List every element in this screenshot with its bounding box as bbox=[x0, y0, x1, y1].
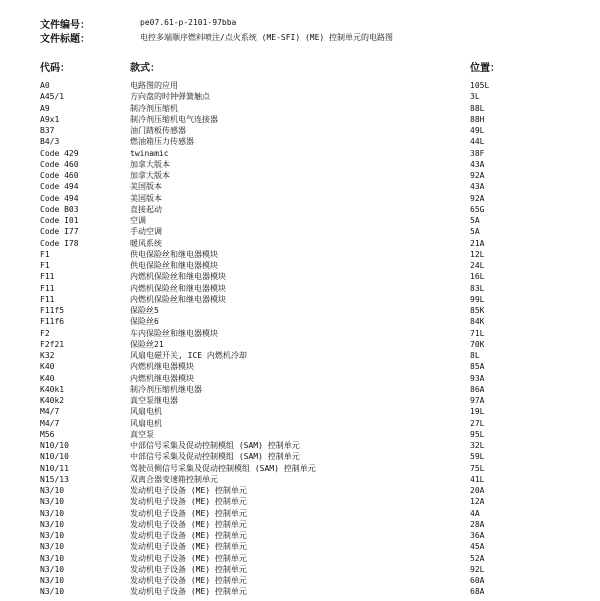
row-description: 车内保险丝和继电器模块 bbox=[130, 328, 218, 338]
row-position: 12A bbox=[470, 497, 485, 507]
table-row bbox=[0, 406, 600, 417]
row-description: 发动机电子设备 (ME) 控制单元 bbox=[130, 587, 247, 597]
row-position: 92A bbox=[470, 171, 485, 180]
row-position: 83L bbox=[470, 283, 485, 293]
table-row bbox=[0, 103, 600, 114]
row-description: twinamic bbox=[130, 148, 169, 158]
row-description: 美国版本 bbox=[130, 182, 162, 192]
row-position: 99L bbox=[470, 294, 485, 304]
row-code: K40 bbox=[40, 373, 55, 383]
row-position: 85A bbox=[470, 362, 485, 372]
row-position: 8L bbox=[470, 351, 480, 360]
row-position: 38F bbox=[470, 148, 485, 158]
row-description: 中部信号采集及促动控制模组 (SAM) 控制单元 bbox=[130, 452, 300, 462]
row-code: M4/7 bbox=[40, 407, 60, 417]
row-code: N10/11 bbox=[40, 463, 69, 473]
table-row bbox=[0, 451, 600, 462]
row-code: F11 bbox=[40, 294, 55, 304]
row-description: 保险丝6 bbox=[130, 317, 159, 327]
table-row bbox=[0, 316, 600, 327]
row-code: Code 494 bbox=[40, 193, 79, 203]
row-code: A0 bbox=[40, 81, 50, 90]
row-code: Code I77 bbox=[40, 227, 79, 237]
row-position: 43A bbox=[470, 159, 485, 169]
doc-number-value: pe07.61-p-2101-97bba bbox=[140, 18, 237, 27]
table-row bbox=[0, 305, 600, 316]
row-description: 发动机电子设备 (ME) 控制单元 bbox=[130, 497, 247, 507]
table-row bbox=[0, 204, 600, 215]
row-description: 发动机电子设备 (ME) 控制单元 bbox=[130, 531, 247, 540]
row-position: 88H bbox=[470, 114, 485, 124]
table-row bbox=[0, 361, 600, 372]
row-description: 发动机电子设备 (ME) 控制单元 bbox=[130, 519, 247, 529]
row-description: 发动机电子设备 (ME) 控制单元 bbox=[130, 542, 247, 552]
row-position: 52A bbox=[470, 553, 485, 563]
column-header-code: 代码： bbox=[40, 63, 70, 74]
table-row bbox=[0, 136, 600, 147]
row-description: 真空泵 bbox=[130, 429, 154, 439]
row-code: N3/10 bbox=[40, 587, 65, 597]
row-code: B4/3 bbox=[40, 137, 60, 147]
row-description: 风扇电机 bbox=[130, 407, 162, 417]
row-position: 60A bbox=[470, 576, 485, 585]
doc-title-label: 文件标题： bbox=[40, 34, 90, 45]
table-row bbox=[0, 474, 600, 485]
row-position: 20A bbox=[470, 486, 485, 495]
table-row bbox=[0, 249, 600, 260]
row-position: 4A bbox=[470, 508, 480, 518]
row-description: 驾驶员侧信号采集及促动控制模组 (SAM) 控制单元 bbox=[130, 463, 316, 473]
row-code: K40 bbox=[40, 362, 55, 372]
row-code: F2f21 bbox=[40, 339, 65, 349]
table-row bbox=[0, 238, 600, 249]
row-code: N3/10 bbox=[40, 508, 65, 518]
row-code: K32 bbox=[40, 351, 55, 360]
row-code: N3/10 bbox=[40, 576, 65, 585]
row-position: 32L bbox=[470, 441, 485, 450]
table-row bbox=[0, 80, 600, 91]
table-row bbox=[0, 418, 600, 429]
row-code: F11f6 bbox=[40, 317, 65, 327]
row-position: 12L bbox=[470, 249, 485, 259]
table-row bbox=[0, 564, 600, 575]
table-row bbox=[0, 170, 600, 181]
row-code: Code 429 bbox=[40, 148, 79, 158]
row-description: 暖风系统 bbox=[130, 238, 162, 248]
row-position: 24L bbox=[470, 261, 485, 270]
row-position: 93A bbox=[470, 373, 485, 383]
row-description: 制冷剂压缩机电气连接器 bbox=[130, 114, 218, 124]
row-code: N10/10 bbox=[40, 452, 69, 462]
row-code: F11 bbox=[40, 272, 55, 282]
row-code: N3/10 bbox=[40, 497, 65, 507]
row-position: 85K bbox=[470, 306, 485, 315]
row-description: 直接起动 bbox=[130, 204, 162, 214]
row-code: F2 bbox=[40, 328, 50, 338]
row-description: 双离合器变速箱控制单元 bbox=[130, 474, 218, 484]
row-position: 70K bbox=[470, 339, 485, 349]
row-code: F11f5 bbox=[40, 306, 65, 315]
row-description: 中部信号采集及促动控制模组 (SAM) 控制单元 bbox=[130, 441, 300, 450]
table-row bbox=[0, 586, 600, 597]
row-code: F1 bbox=[40, 249, 50, 259]
table-row bbox=[0, 496, 600, 507]
row-position: 71L bbox=[470, 328, 485, 338]
table-row bbox=[0, 91, 600, 102]
row-description: 燃油箱压力传感器 bbox=[130, 137, 194, 147]
table-row bbox=[0, 384, 600, 395]
row-code: N3/10 bbox=[40, 486, 65, 495]
row-description: 制冷剂压缩机继电器 bbox=[130, 384, 202, 394]
table-row bbox=[0, 294, 600, 305]
row-position: 59L bbox=[470, 452, 485, 462]
row-description: 内燃机保险丝和继电器模块 bbox=[130, 272, 226, 282]
row-description: 美国版本 bbox=[130, 193, 162, 203]
row-code: N10/10 bbox=[40, 441, 69, 450]
table-row bbox=[0, 193, 600, 204]
row-description: 风扇电机 bbox=[130, 418, 162, 428]
table-row bbox=[0, 429, 600, 440]
table-row bbox=[0, 226, 600, 237]
table-row bbox=[0, 114, 600, 125]
row-description: 风扇电磁开关, ICE 内燃机冷却 bbox=[130, 351, 247, 360]
row-position: 92A bbox=[470, 193, 485, 203]
row-position: 41L bbox=[470, 474, 485, 484]
table-row bbox=[0, 159, 600, 170]
row-description: 保险丝5 bbox=[130, 306, 159, 315]
row-code: N15/13 bbox=[40, 474, 69, 484]
table-row bbox=[0, 339, 600, 350]
row-position: 49L bbox=[470, 126, 485, 135]
table-row bbox=[0, 148, 600, 159]
row-position: 68A bbox=[470, 587, 485, 597]
row-code: K40k2 bbox=[40, 396, 65, 405]
row-description: 加拿大版本 bbox=[130, 159, 170, 169]
row-description: 制冷剂压缩机 bbox=[130, 103, 178, 113]
row-position: 88L bbox=[470, 103, 485, 113]
row-position: 21A bbox=[470, 238, 485, 248]
row-code: K40k1 bbox=[40, 384, 65, 394]
row-position: 27L bbox=[470, 418, 485, 428]
table-row bbox=[0, 440, 600, 451]
row-description: 内燃机保险丝和继电器模块 bbox=[130, 283, 226, 293]
row-description: 电路图的应用 bbox=[130, 81, 178, 90]
row-position: 3L bbox=[470, 92, 480, 102]
row-description: 内燃机继电器模块 bbox=[130, 362, 194, 372]
column-header-desc: 款式： bbox=[130, 63, 160, 74]
row-code: M4/7 bbox=[40, 418, 60, 428]
row-code: Code I78 bbox=[40, 238, 79, 248]
row-position: 36A bbox=[470, 531, 485, 540]
row-code: N3/10 bbox=[40, 564, 65, 574]
row-position: 43A bbox=[470, 182, 485, 192]
table-row bbox=[0, 519, 600, 530]
row-position: 92L bbox=[470, 564, 485, 574]
row-description: 发动机电子设备 (ME) 控制单元 bbox=[130, 553, 247, 563]
row-description: 油门踏板传感器 bbox=[130, 126, 186, 135]
row-position: 84K bbox=[470, 317, 485, 327]
doc-number-label: 文件编号： bbox=[40, 20, 90, 31]
row-description: 方向盘的时钟弹簧触点 bbox=[130, 92, 210, 102]
row-code: F11 bbox=[40, 283, 55, 293]
row-code: N3/10 bbox=[40, 553, 65, 563]
table-row bbox=[0, 215, 600, 226]
row-position: 44L bbox=[470, 137, 485, 147]
row-code: Code 460 bbox=[40, 171, 79, 180]
table-row bbox=[0, 181, 600, 192]
row-position: 97A bbox=[470, 396, 485, 405]
row-code: F1 bbox=[40, 261, 50, 270]
row-description: 发动机电子设备 (ME) 控制单元 bbox=[130, 508, 247, 518]
row-code: A45/1 bbox=[40, 92, 65, 102]
row-code: N3/10 bbox=[40, 519, 65, 529]
row-description: 保险丝21 bbox=[130, 339, 164, 349]
row-description: 内燃机继电器模块 bbox=[130, 373, 194, 383]
row-code: N3/10 bbox=[40, 542, 65, 552]
row-code: B37 bbox=[40, 126, 55, 135]
table-row bbox=[0, 553, 600, 564]
table-row bbox=[0, 350, 600, 361]
table-row bbox=[0, 508, 600, 519]
code-table bbox=[0, 80, 600, 598]
row-description: 真空泵继电器 bbox=[130, 396, 178, 405]
table-row bbox=[0, 395, 600, 406]
row-description: 加拿大版本 bbox=[130, 171, 170, 180]
row-position: 86A bbox=[470, 384, 485, 394]
table-row bbox=[0, 283, 600, 294]
table-row bbox=[0, 530, 600, 541]
table-row bbox=[0, 271, 600, 282]
row-code: N3/10 bbox=[40, 531, 65, 540]
row-position: 75L bbox=[470, 463, 485, 473]
row-position: 16L bbox=[470, 272, 485, 282]
table-row bbox=[0, 328, 600, 339]
row-code: Code 460 bbox=[40, 159, 79, 169]
row-code: Code 494 bbox=[40, 182, 79, 192]
row-position: 95L bbox=[470, 429, 485, 439]
row-position: 65G bbox=[470, 204, 485, 214]
row-position: 45A bbox=[470, 542, 485, 552]
row-code: A9 bbox=[40, 103, 50, 113]
row-description: 供电保险丝和继电器模块 bbox=[130, 261, 218, 270]
table-row bbox=[0, 463, 600, 474]
table-row bbox=[0, 125, 600, 136]
row-code: Code I01 bbox=[40, 216, 79, 225]
doc-title-value: 电控多端顺序燃料喷注/点火系统 (ME-SFI) (ME) 控制单元的电路图 bbox=[140, 33, 394, 42]
row-code: M56 bbox=[40, 429, 55, 439]
table-row bbox=[0, 260, 600, 271]
row-code: A9x1 bbox=[40, 114, 60, 124]
row-description: 手动空调 bbox=[130, 227, 162, 237]
row-description: 内燃机保险丝和继电器模块 bbox=[130, 294, 226, 304]
table-row bbox=[0, 541, 600, 552]
row-description: 发动机电子设备 (ME) 控制单元 bbox=[130, 486, 247, 495]
row-position: 28A bbox=[470, 519, 485, 529]
table-row bbox=[0, 485, 600, 496]
table-row bbox=[0, 373, 600, 384]
row-description: 发动机电子设备 (ME) 控制单元 bbox=[130, 576, 247, 585]
row-description: 发动机电子设备 (ME) 控制单元 bbox=[130, 564, 247, 574]
row-description: 空调 bbox=[130, 216, 146, 225]
row-position: 5A bbox=[470, 227, 480, 237]
row-code: Code B03 bbox=[40, 204, 79, 214]
row-position: 105L bbox=[470, 81, 490, 90]
column-header-pos: 位置： bbox=[470, 63, 500, 74]
table-row bbox=[0, 575, 600, 586]
row-description: 供电保险丝和继电器模块 bbox=[130, 249, 218, 259]
row-position: 19L bbox=[470, 407, 485, 417]
row-position: 5A bbox=[470, 216, 480, 225]
